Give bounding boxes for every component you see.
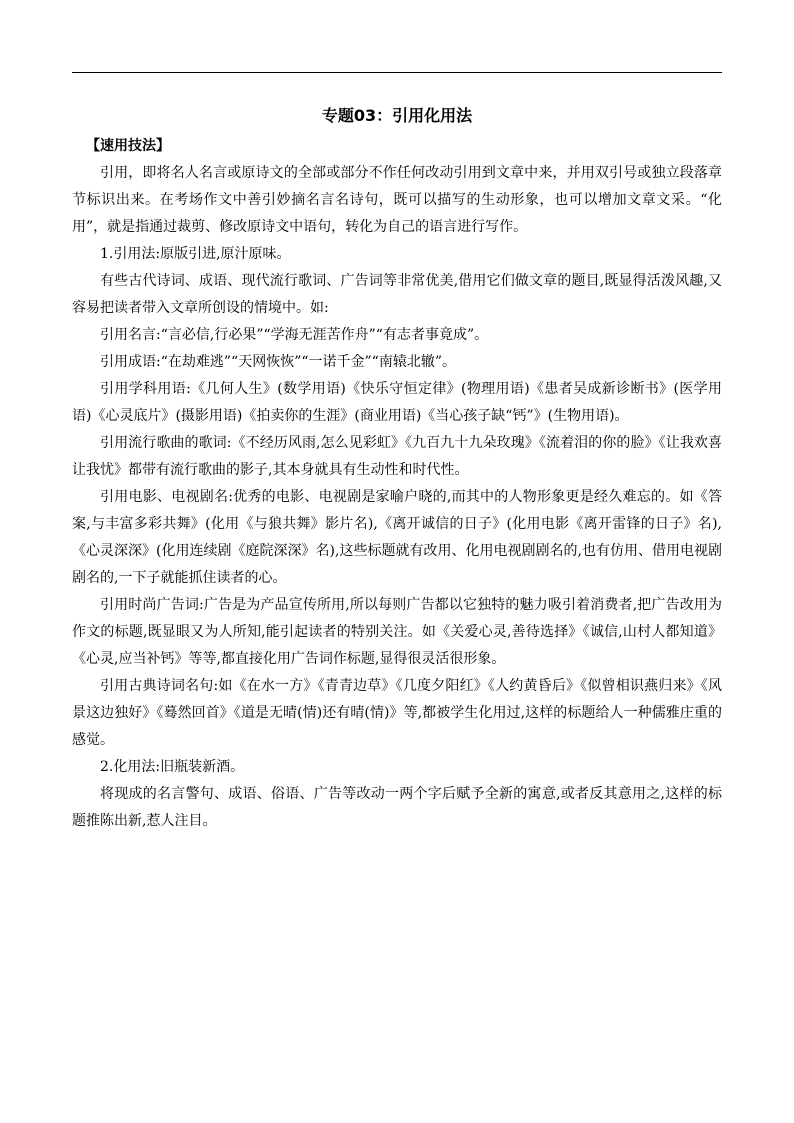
paragraph-quote-film-tv: 引用电影、电视剧名:优秀的电影、电视剧是家喻户晓的,而其中的人物形象更是经久难忘的。如《答案,与丰富多彩共舞》(化用《与狼共舞》影片名),《离开诚信的日子》(化用电影《离开雷锋的日子》名),《心灵深深》(化用连续剧《庭院深深》名),这些标题就有改用、化用电视剧剧名的,也有仿用、借用电视剧剧名的,一下子就能抓住读者的心。 xyxy=(72,489,722,586)
document-body xyxy=(72,100,722,835)
paragraph-quote-sayings: 引用名言:“言必信,行必果”“学海无涯苦作舟”“有志者事竟成”。 xyxy=(100,327,489,343)
paragraph-quote-song-lyrics: 引用流行歌曲的歌词:《不经历风雨,怎么见彩虹》《九百九十九朵玫瑰》《流着泪的你的脸》《让我欢喜让我忧》都带有流行歌曲的影子,其本身就具有生动性和时代性。 xyxy=(72,435,722,478)
paragraph-method-2-desc: 将现成的名言警句、成语、俗语、广告等改动一两个字后赋予全新的寓意,或者反其意用之,这样的标题推陈出新,惹人注目。 xyxy=(72,786,722,829)
paragraph-method-1-desc: 有些古代诗词、成语、现代流行歌词、广告词等非常优美,借用它们做文章的题目,既显得活泼风趣,又容易把读者带入文章所创设的情境中。如: xyxy=(72,273,722,316)
paragraph-method-1-heading: 1.引用法:原版引进,原汁原味。 xyxy=(100,246,291,262)
paragraph-quote-poetry: 引用古典诗词名句:如《在水一方》《青青边草》《几度夕阳红》《人约黄昏后》《似曾相识燕归来》《风景这边独好》《蓦然回首》《道是无晴(情)还有晴(情)》等,都被学生化用过,这样的标题给人一种儒雅庄重的感觉。 xyxy=(72,678,722,748)
section-label: 【速用技法】 xyxy=(86,138,170,154)
paragraph-quote-ads: 引用时尚广告词:广告是为产品宣传所用,所以每则广告都以它独特的魅力吸引着消费者,把广告改用为作文的标题,既显眼又为人所知,能引起读者的特别关注。如《关爱心灵,善待选择》《诚信,山村人都知道》《心灵,应当补钙》等等,都直接化用广告词作标题,显得很灵活很形象。 xyxy=(72,597,722,667)
paragraph-intro: 引用，即将名人名言或原诗文的全部或部分不作任何改动引用到文章中来，并用双引号或独立段落章节标识出来。在考场作文中善引妙摘名言名诗句，既可以描写的生动形象，也可以增加文章文采。“化用”，就是指通过裁剪、修改原诗文中语句，转化为自己的语言进行写作。 xyxy=(72,165,722,235)
paragraph-quote-idioms: 引用成语:“在劫难逃”“天网恢恢”“一诺千金”“南辕北辙”。 xyxy=(100,354,456,370)
paragraph-method-2-heading: 2.化用法:旧瓶装新酒。 xyxy=(100,759,245,775)
page-title: 专题03：引用化用法 xyxy=(321,106,473,125)
header-rule xyxy=(72,72,722,73)
paragraph-quote-subject-terms: 引用学科用语:《几何人生》(数学用语)《快乐守恒定律》(物理用语)《患者吴成新诊断书》(医学用语)《心灵底片》(摄影用语)《拍卖你的生涯》(商业用语)《当心孩子缺“钙”》(生物用语)。 xyxy=(72,381,722,424)
